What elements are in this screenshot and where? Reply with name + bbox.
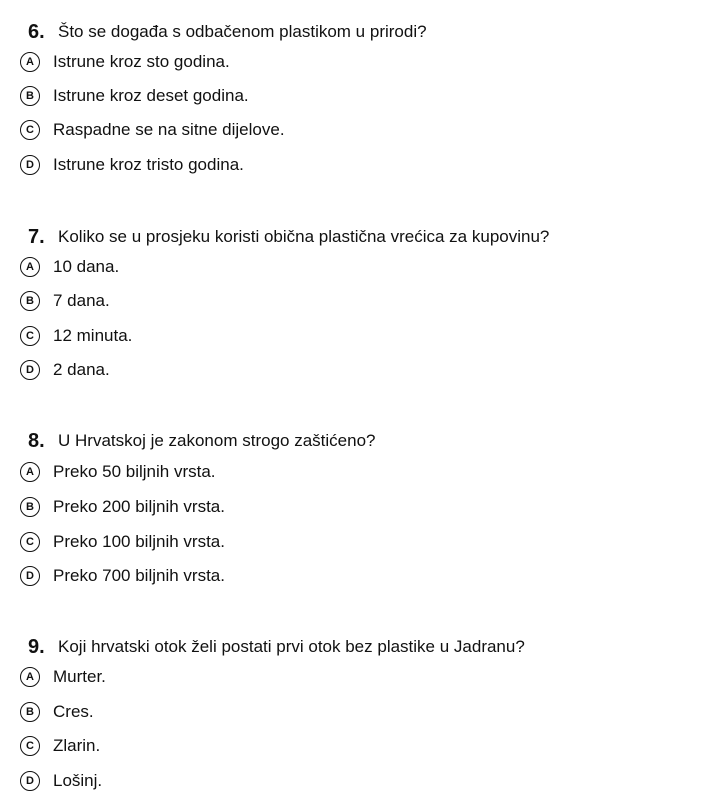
option-text: Preko 50 biljnih vrsta. [53,462,216,481]
option-c[interactable] [20,734,100,758]
option-text: Zlarin. [53,736,101,755]
option-letter-circle[interactable]: D [20,566,40,586]
option-letter-circle[interactable]: A [20,667,40,687]
question-number: 7. [28,225,45,248]
question-text: Koliko se u prosjeku koristi obična plastična vrećica za kupovinu? [58,227,550,246]
option-d[interactable] [20,769,102,793]
option-b[interactable] [20,84,249,108]
option-text: Istrune kroz tristo godina. [53,155,244,174]
option-text: Preko 100 biljnih vrsta. [53,532,225,551]
option-letter-circle[interactable]: C [20,532,40,552]
option-c[interactable] [20,324,132,348]
option-letter-circle[interactable]: B [20,702,40,722]
option-d[interactable] [20,564,225,588]
option-text: 12 minuta. [53,326,133,345]
question-number: 9. [28,635,45,658]
option-d[interactable] [20,153,244,177]
option-letter-circle[interactable]: C [20,736,40,756]
option-letter-circle[interactable]: D [20,360,40,380]
question-header [28,635,525,659]
option-text: Raspadne se na sitne dijelove. [53,120,285,139]
option-letter-circle[interactable]: B [20,291,40,311]
option-text: Murter. [53,667,106,686]
option-text: Lošinj. [53,771,103,790]
question-header [28,20,427,44]
option-d[interactable] [20,358,110,382]
question-header [28,429,375,453]
option-a[interactable] [20,665,106,689]
question-number: 6. [28,20,45,43]
option-text: Cres. [53,702,94,721]
option-letter-circle[interactable]: D [20,771,40,791]
question-text: U Hrvatskoj je zakonom strogo zaštićeno? [58,431,376,450]
option-letter-circle[interactable]: B [20,497,40,517]
option-a[interactable] [20,460,216,484]
option-b[interactable] [20,495,225,519]
option-letter-circle[interactable]: A [20,257,40,277]
question-number: 8. [28,429,45,452]
question-text: Koji hrvatski otok želi postati prvi otok bez plastike u Jadranu? [58,637,525,656]
option-text: 7 dana. [53,291,110,310]
option-text: Preko 200 biljnih vrsta. [53,497,225,516]
option-b[interactable] [20,700,94,724]
option-letter-circle[interactable]: D [20,155,40,175]
option-letter-circle[interactable]: C [20,120,40,140]
option-letter-circle[interactable]: B [20,86,40,106]
option-text: Istrune kroz sto godina. [53,52,230,71]
option-c[interactable] [20,530,225,554]
option-c[interactable] [20,118,285,142]
option-text: Preko 700 biljnih vrsta. [53,566,225,585]
option-a[interactable] [20,255,119,279]
option-letter-circle[interactable]: A [20,462,40,482]
question-text: Što se događa s odbačenom plastikom u prirodi? [58,22,427,41]
option-text: 10 dana. [53,257,120,276]
option-letter-circle[interactable]: C [20,326,40,346]
option-letter-circle[interactable]: A [20,52,40,72]
option-a[interactable] [20,50,230,74]
option-text: Istrune kroz deset godina. [53,86,249,105]
option-b[interactable] [20,289,110,313]
question-header [28,225,549,249]
option-text: 2 dana. [53,360,110,379]
